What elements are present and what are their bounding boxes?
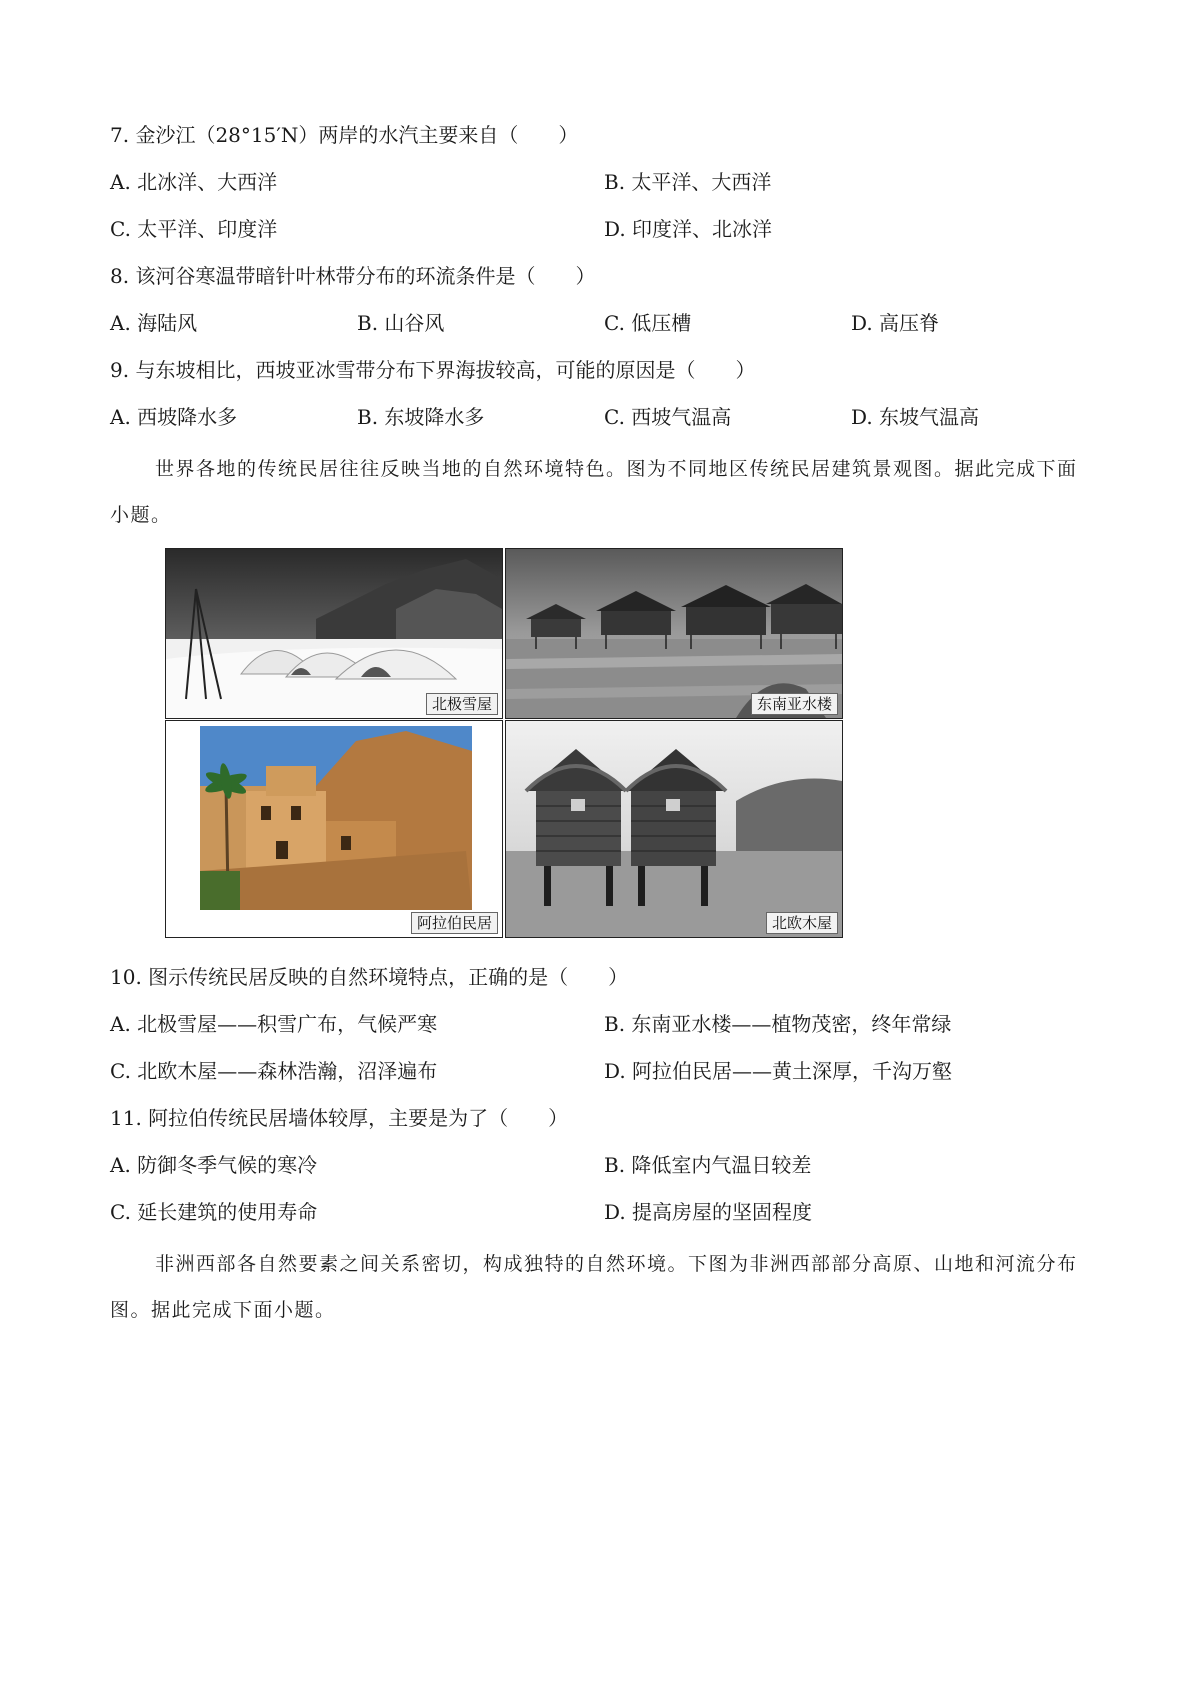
q10-option-c: C. 北欧木屋——森林浩瀚，沼泽遍布 [110, 1059, 438, 1083]
q11-stem: 11. 阿拉伯传统民居墙体较厚，主要是为了（ ） [110, 1106, 569, 1130]
photo-arctic-igloo [165, 548, 503, 719]
dwellings-figure [165, 548, 841, 936]
q7-option-d: D. 印度洋、北冰洋 [604, 217, 773, 241]
q7-option-b: B. 太平洋、大西洋 [604, 170, 772, 194]
caption-nordic-wooden-house: 北欧木屋 [766, 912, 838, 934]
q11-option-c: C. 延长建筑的使用寿命 [110, 1200, 318, 1224]
q11-option-b: B. 降低室内气温日较差 [604, 1153, 812, 1177]
photo-arabian-dwelling [165, 720, 503, 938]
caption-arctic-igloo: 北极雪屋 [426, 693, 498, 715]
intro-paragraph-houses: 世界各地的传统民居往往反映当地的自然环境特色。图为不同地区传统民居建筑景观图。据此完成下面小题。 [110, 458, 1078, 526]
q9-option-a: A. 西坡降水多 [110, 405, 238, 429]
caption-arabian-dwelling: 阿拉伯民居 [411, 912, 498, 934]
q10-stem: 10. 图示传统民居反映的自然环境特点，正确的是（ ） [110, 965, 629, 989]
q9-option-d: D. 东坡气温高 [851, 405, 980, 429]
caption-southeast-asia-stilt-house: 东南亚水楼 [751, 693, 838, 715]
q9-option-c: C. 西坡气温高 [604, 405, 732, 429]
q10-option-b: B. 东南亚水楼——植物茂密，终年常绿 [604, 1012, 952, 1036]
q11-option-a: A. 防御冬季气候的寒冷 [110, 1153, 318, 1177]
photo-nordic-wooden-house [505, 720, 843, 938]
q9-stem: 9. 与东坡相比，西坡亚冰雪带分布下界海拔较高，可能的原因是（ ） [110, 358, 756, 382]
q7-stem: 7. 金沙江（28°15′N）两岸的水汽主要来自（ ） [110, 123, 579, 147]
q8-option-c: C. 低压槽 [604, 311, 692, 335]
q8-option-d: D. 高压脊 [851, 311, 940, 335]
photo-southeast-asia-stilt-house [505, 548, 843, 719]
q8-option-a: A. 海陆风 [110, 311, 198, 335]
q10-option-a: A. 北极雪屋——积雪广布，气候严寒 [110, 1012, 438, 1036]
q7-option-a: A. 北冰洋、大西洋 [110, 170, 278, 194]
q9-option-b: B. 东坡降水多 [357, 405, 485, 429]
q10-option-d: D. 阿拉伯民居——黄土深厚，千沟万壑 [604, 1059, 953, 1083]
q8-option-b: B. 山谷风 [357, 311, 445, 335]
q7-option-c: C. 太平洋、印度洋 [110, 217, 278, 241]
q11-option-d: D. 提高房屋的坚固程度 [604, 1200, 813, 1224]
intro-paragraph-west-africa: 非洲西部各自然要素之间关系密切，构成独特的自然环境。下图为非洲西部部分高原、山地和河流分布图。据此完成下面小题。 [110, 1253, 1078, 1321]
q8-stem: 8. 该河谷寒温带暗针叶林带分布的环流条件是（ ） [110, 264, 596, 288]
